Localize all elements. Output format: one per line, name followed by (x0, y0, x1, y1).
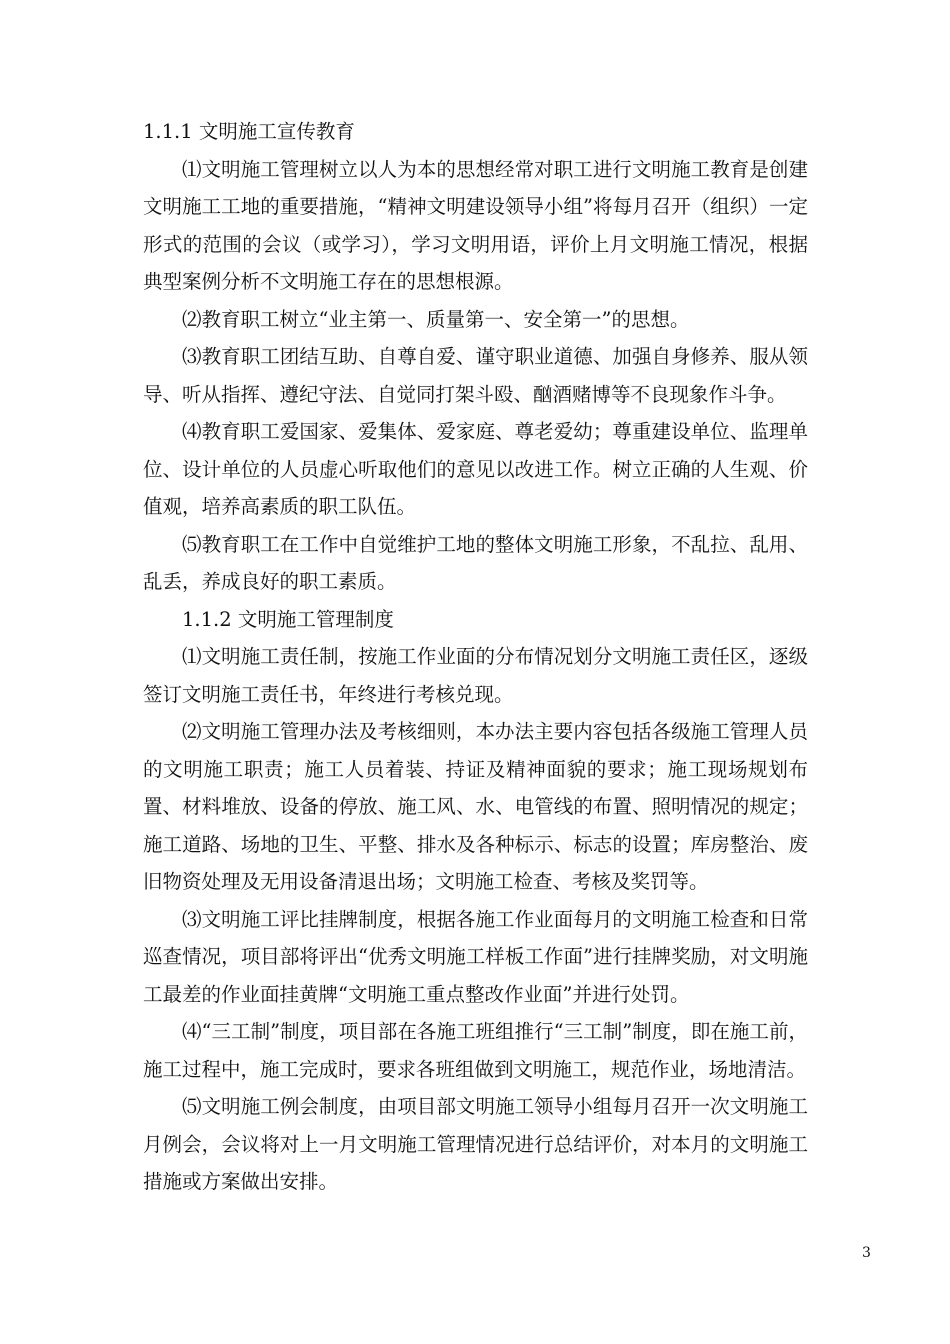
paragraph-8: ⑶文明施工评比挂牌制度，根据各施工作业面每月的文明施工检查和日常巡查情况，项目部将评出“优秀文明施工样板工作面”进行挂牌奖励，对文明施工最差的作业面挂黄牌“文明施工重点整改作业面”并进行处罚。 (143, 907, 808, 1006)
section-heading-1-1-1: 1.1.1 文明施工宣传教育 (143, 120, 355, 143)
paragraph-6: ⑴文明施工责任制，按施工作业面的分布情况划分文明施工责任区，逐级签订文明施工责任书，年终进行考核兑现。 (143, 645, 808, 706)
paragraph-9: ⑷“三工制”制度，项目部在各施工班组推行“三工制”制度，即在施工前，施工过程中，施工完成时，要求各班组做到文明施工，规范作业，场地清洁。 (143, 1020, 808, 1081)
document-body (143, 113, 808, 1201)
paragraph-2: ⑵教育职工树立“业主第一、质量第一、安全第一”的思想。 (182, 307, 690, 331)
paragraph-4: ⑷教育职工爱国家、爱集体、爱家庭、尊老爱幼；尊重建设单位、监理单位、设计单位的人员虚心听取他们的意见以改进工作。树立正确的人生观、价值观，培养高素质的职工队伍。 (143, 420, 808, 518)
paragraph-5: ⑸教育职工在工作中自觉维护工地的整体文明施工形象，不乱拉、乱用、乱丢，养成良好的职工素质。 (143, 532, 808, 593)
paragraph-10: ⑸文明施工例会制度，由项目部文明施工领导小组每月召开一次文明施工月例会，会议将对上一月文明施工管理情况进行总结评价，对本月的文明施工措施或方案做出安排。 (143, 1095, 808, 1193)
paragraph-7: ⑵文明施工管理办法及考核细则，本办法主要内容包括各级施工管理人员的文明施工职责；施工人员着装、持证及精神面貌的要求；施工现场规划布置、材料堆放、设备的停放、施工风、水、电管线的布置、照明情况的规定；施工道路、场地的卫生、平整、排水及各种标示、标志的设置；库房整治、废旧物资处理及无用设备清退出场；文明施工检查、考核及奖罚等。 (143, 720, 808, 893)
section-heading-1-1-2: 1.1.2 文明施工管理制度 (182, 607, 394, 631)
page-number: 3 (862, 1245, 871, 1261)
paragraph-1: ⑴文明施工管理树立以人为本的思想经常对职工进行文明施工教育是创建文明施工工地的重要措施，“精神文明建设领导小组”将每月召开（组织）一定形式的范围的会议（或学习），学习文明用语，评价上月文明施工情况，根据典型案例分析不文明施工存在的思想根源。 (143, 157, 808, 293)
paragraph-3: ⑶教育职工团结互助、自尊自爱、谨守职业道德、加强自身修养、服从领导、听从指挥、遵纪守法、自觉同打架斗殴、酗酒赌博等不良现象作斗争。 (143, 345, 808, 406)
